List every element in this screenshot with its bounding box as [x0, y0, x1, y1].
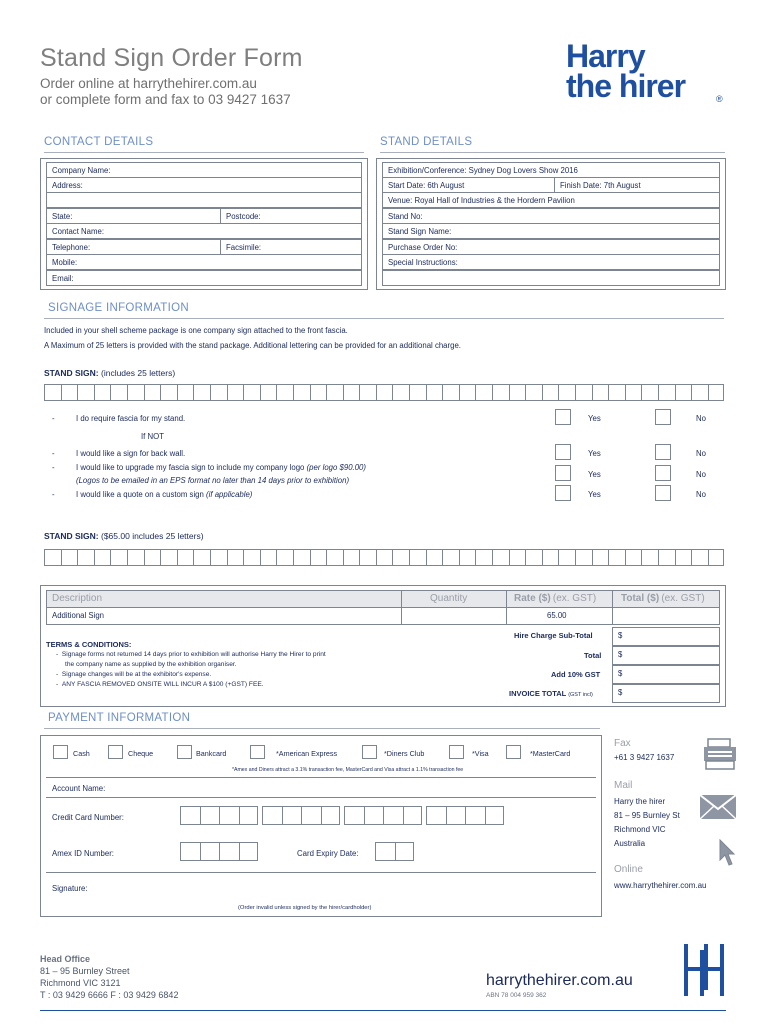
- back-wall-question: I would like a sign for back wall.: [76, 449, 186, 458]
- custom-sign-yes-checkbox[interactable]: [555, 485, 571, 501]
- letter-box[interactable]: [177, 384, 194, 401]
- no-label: No: [696, 414, 706, 423]
- letter-box[interactable]: [592, 549, 609, 566]
- mobile-field[interactable]: Mobile:: [46, 254, 362, 270]
- letter-box[interactable]: [542, 549, 559, 566]
- mail-line-1: Harry the hirer: [614, 797, 666, 806]
- letter-box[interactable]: [409, 549, 426, 566]
- visa-checkbox[interactable]: [449, 745, 464, 759]
- letter-box[interactable]: [160, 549, 177, 566]
- letter-box[interactable]: [475, 549, 492, 566]
- letter-box[interactable]: [575, 549, 592, 566]
- letter-box[interactable]: [77, 549, 94, 566]
- letter-box[interactable]: [210, 549, 227, 566]
- mail-line-4: Australia: [614, 839, 646, 848]
- divider: [44, 318, 724, 319]
- letter-box[interactable]: [459, 549, 476, 566]
- facsimile-field[interactable]: Facsimile:: [220, 239, 362, 255]
- letter-box[interactable]: [359, 549, 376, 566]
- letter-box[interactable]: [243, 384, 260, 401]
- diners-checkbox[interactable]: [362, 745, 377, 759]
- letter-box[interactable]: [160, 384, 177, 401]
- description-header: Description: [46, 590, 402, 608]
- letter-box[interactable]: [625, 549, 642, 566]
- letter-box[interactable]: [227, 549, 244, 566]
- head-office-address-1: 81 – 95 Burnley Street: [40, 966, 130, 976]
- letter-box[interactable]: [426, 384, 443, 401]
- letter-box[interactable]: [260, 549, 277, 566]
- letter-box[interactable]: [708, 549, 725, 566]
- letter-box[interactable]: [525, 384, 542, 401]
- if-not-label: If NOT: [141, 432, 164, 441]
- special-instructions-field-line2[interactable]: [382, 270, 720, 286]
- additional-sign-total-field[interactable]: [612, 607, 720, 625]
- cash-checkbox[interactable]: [53, 745, 68, 759]
- letter-box[interactable]: [210, 384, 227, 401]
- cash-label: Cash: [73, 749, 90, 758]
- cheque-checkbox[interactable]: [108, 745, 123, 759]
- purchase-order-field[interactable]: Purchase Order No:: [382, 239, 720, 255]
- letter-box[interactable]: [625, 384, 642, 401]
- letter-box[interactable]: [326, 549, 343, 566]
- letter-box[interactable]: [144, 384, 161, 401]
- back-wall-no-checkbox[interactable]: [655, 444, 671, 460]
- letter-box[interactable]: [110, 384, 127, 401]
- mail-line-3: Richmond VIC: [614, 825, 666, 834]
- mail-heading: Mail: [614, 780, 633, 791]
- head-office-phone: T : 03 9429 6666 F : 03 9429 6842: [40, 990, 179, 1000]
- letter-box[interactable]: [392, 384, 409, 401]
- exhibition-field: Exhibition/Conference: Sydney Dog Lovers Show 2016: [382, 162, 720, 178]
- postcode-field[interactable]: Postcode:: [220, 208, 362, 224]
- no-label: No: [696, 470, 706, 479]
- quantity-header: Quantity: [401, 590, 507, 608]
- letter-box[interactable]: [442, 384, 459, 401]
- divider: [46, 777, 596, 778]
- additional-sign-rate: 65.00: [506, 607, 613, 625]
- letter-box[interactable]: [359, 384, 376, 401]
- transaction-fee-note: *Amex and Diners attract a 3.1% transaction fee, MasterCard and Visa attract a 1.1% transaction fee: [232, 767, 464, 773]
- signature-note: (Order invalid unless signed by the hirer/cardholder): [238, 905, 372, 911]
- harry-the-hirer-logo: Harry the hirer ®: [566, 38, 723, 104]
- logo-upgrade-question: I would like to upgrade my fascia sign to include my company logo (per logo $90.00): [76, 463, 366, 472]
- envelope-icon: [699, 794, 737, 822]
- visa-label: *Visa: [472, 749, 489, 758]
- subtotal-label: Hire Charge Sub-Total: [514, 631, 593, 640]
- letter-box[interactable]: [641, 549, 658, 566]
- total-field[interactable]: $: [612, 646, 720, 665]
- letter-box[interactable]: [442, 549, 459, 566]
- letter-box[interactable]: [127, 384, 144, 401]
- letter-box[interactable]: [61, 549, 78, 566]
- stand-sign-name-field[interactable]: Stand Sign Name:: [382, 223, 720, 239]
- letter-box[interactable]: [276, 384, 293, 401]
- card-expiry-label: Card Expiry Date:: [297, 849, 359, 858]
- h-monogram-logo: [682, 942, 726, 1000]
- cc-group-1[interactable]: [180, 806, 258, 825]
- finish-date-field: Finish Date: 7th August: [554, 177, 720, 193]
- no-label: No: [696, 490, 706, 499]
- special-instructions-field[interactable]: Special Instructions:: [382, 254, 720, 270]
- address-field-line2[interactable]: [46, 192, 362, 208]
- online-heading: Online: [614, 864, 643, 875]
- letter-box[interactable]: [459, 384, 476, 401]
- back-wall-yes-checkbox[interactable]: [555, 444, 571, 460]
- footer-website: harrythehirer.com.au: [486, 972, 633, 989]
- letter-box[interactable]: [227, 384, 244, 401]
- rate-header: Rate ($) (ex. GST): [506, 590, 613, 608]
- letter-box[interactable]: [94, 384, 111, 401]
- terms-item-1: - Signage forms not returned 14 days prior to exhibition will authorise Harry the Hirer to print: [56, 651, 326, 658]
- letter-box[interactable]: [392, 549, 409, 566]
- start-date-field: Start Date: 6th August: [382, 177, 555, 193]
- letter-box[interactable]: [691, 384, 708, 401]
- letter-box[interactable]: [310, 549, 327, 566]
- amex-id-boxes[interactable]: [180, 842, 258, 861]
- letter-box[interactable]: [542, 384, 559, 401]
- signage-info-1: Included in your shell scheme package is one company sign attached to the front fascia.: [44, 326, 348, 335]
- diners-label: *Diners Club: [384, 749, 425, 758]
- divider: [380, 152, 725, 153]
- subtitle-fax: or complete form and fax to 03 9427 1637: [40, 92, 291, 107]
- letter-box[interactable]: [525, 549, 542, 566]
- divider: [44, 152, 364, 153]
- letter-box[interactable]: [110, 549, 127, 566]
- footer-abn: ABN 78 004 959 362: [486, 992, 547, 999]
- bullet-dash: -: [52, 449, 55, 458]
- logo-yes-checkbox[interactable]: [555, 465, 571, 481]
- letter-box[interactable]: [608, 384, 625, 401]
- card-expiry-boxes[interactable]: [375, 842, 414, 861]
- divider: [44, 728, 600, 729]
- cc-group-2[interactable]: [262, 806, 340, 825]
- additional-sign-quantity-field[interactable]: [401, 607, 507, 625]
- venue-field: Venue: Royal Hall of Industries & the Hordern Pavilion: [382, 192, 720, 208]
- signature-label: Signature:: [52, 884, 88, 893]
- fascia-no-checkbox[interactable]: [655, 409, 671, 425]
- mastercard-checkbox[interactable]: [506, 745, 521, 759]
- fax-heading: Fax: [614, 738, 631, 749]
- letter-box[interactable]: [608, 549, 625, 566]
- telephone-field[interactable]: Telephone:: [46, 239, 221, 255]
- letter-box[interactable]: [310, 384, 327, 401]
- bullet-dash: -: [52, 414, 55, 423]
- letter-box[interactable]: [293, 549, 310, 566]
- letter-box[interactable]: [293, 384, 310, 401]
- signage-info-2: A Maximum of 25 letters is provided with the stand package. Additional lettering can be provided for an additional charge.: [44, 341, 461, 350]
- head-office-address-2: Richmond VIC 3121: [40, 978, 121, 988]
- signage-information-title: SIGNAGE INFORMATION: [48, 302, 189, 314]
- credit-card-number-label: Credit Card Number:: [52, 813, 124, 822]
- stand-sign-heading: STAND SIGN: (includes 25 letters): [44, 368, 176, 378]
- subtotal-field[interactable]: $: [612, 627, 720, 646]
- online-url[interactable]: www.harrythehirer.com.au: [614, 881, 707, 890]
- letter-box[interactable]: [376, 549, 393, 566]
- cc-group-4[interactable]: [426, 806, 504, 825]
- letter-box[interactable]: [343, 384, 360, 401]
- yes-label: Yes: [588, 449, 601, 458]
- divider: [46, 872, 596, 873]
- amex-label: *American Express: [276, 749, 338, 758]
- letter-box[interactable]: [409, 384, 426, 401]
- letter-box[interactable]: [260, 384, 277, 401]
- terms-title: TERMS & CONDITIONS:: [46, 640, 132, 649]
- yes-label: Yes: [588, 490, 601, 499]
- letter-box[interactable]: [675, 549, 692, 566]
- account-name-input[interactable]: [130, 779, 595, 797]
- letter-box[interactable]: [558, 549, 575, 566]
- letter-box[interactable]: [276, 549, 293, 566]
- letter-box[interactable]: [509, 384, 526, 401]
- fascia-yes-checkbox[interactable]: [555, 409, 571, 425]
- logo-upgrade-note: (Logos to be emailed in an EPS format no later than 14 days prior to exhibition): [76, 476, 350, 485]
- letter-box[interactable]: [77, 384, 94, 401]
- letter-box[interactable]: [475, 384, 492, 401]
- bankcard-checkbox[interactable]: [177, 745, 192, 759]
- invoice-total-label: INVOICE TOTAL (GST incl): [509, 689, 593, 698]
- custom-sign-question: I would like a quote on a custom sign (if applicable): [76, 490, 253, 499]
- mail-line-2: 81 – 95 Burnley St: [614, 811, 680, 820]
- terms-item-2: - Signage changes will be at the exhibitor's expense.: [56, 671, 212, 678]
- letter-box[interactable]: [326, 384, 343, 401]
- subtitle-online: Order online at harrythehirer.com.au: [40, 76, 257, 91]
- letter-box[interactable]: [144, 549, 161, 566]
- letter-box[interactable]: [675, 384, 692, 401]
- letter-box[interactable]: [94, 549, 111, 566]
- page-title: Stand Sign Order Form: [40, 44, 303, 72]
- head-office-title: Head Office: [40, 954, 91, 964]
- invoice-total-field[interactable]: $: [612, 684, 720, 703]
- gst-label: Add 10% GST: [551, 670, 601, 679]
- stand-details-title: STAND DETAILS: [380, 136, 473, 148]
- letter-box[interactable]: [343, 549, 360, 566]
- fax-machine-icon: [702, 737, 738, 773]
- bullet-dash: -: [52, 463, 55, 472]
- account-name-label: Account Name:: [52, 784, 106, 793]
- credit-card-number-boxes[interactable]: [180, 806, 504, 825]
- no-label: No: [696, 449, 706, 458]
- total-label: Total: [584, 651, 602, 660]
- letter-box[interactable]: [426, 549, 443, 566]
- payment-information-title: PAYMENT INFORMATION: [48, 712, 191, 724]
- letter-box[interactable]: [708, 384, 725, 401]
- letter-box[interactable]: [658, 384, 675, 401]
- letter-box[interactable]: [193, 549, 210, 566]
- letter-box[interactable]: [127, 549, 144, 566]
- stand-no-field[interactable]: Stand No:: [382, 208, 720, 224]
- letter-box[interactable]: [177, 549, 194, 566]
- letter-box[interactable]: [641, 384, 658, 401]
- amex-checkbox[interactable]: [250, 745, 265, 759]
- bullet-dash: -: [52, 490, 55, 499]
- letter-box[interactable]: [44, 384, 61, 401]
- cc-group-3[interactable]: [344, 806, 422, 825]
- letter-box[interactable]: [492, 549, 509, 566]
- letter-box[interactable]: [592, 384, 609, 401]
- letter-box[interactable]: [193, 384, 210, 401]
- letter-box[interactable]: [691, 549, 708, 566]
- company-name-field[interactable]: Company Name:: [46, 162, 362, 178]
- contact-details-title: CONTACT DETAILS: [44, 136, 154, 148]
- stand-sign-letter-boxes[interactable]: [44, 384, 724, 401]
- letter-box[interactable]: [492, 384, 509, 401]
- additional-sign-letter-boxes[interactable]: [44, 549, 724, 566]
- logo-no-checkbox[interactable]: [655, 465, 671, 481]
- yes-label: Yes: [588, 414, 601, 423]
- email-field[interactable]: Email:: [46, 270, 362, 286]
- letter-box[interactable]: [509, 549, 526, 566]
- letter-box[interactable]: [376, 384, 393, 401]
- divider: [46, 797, 596, 798]
- state-field[interactable]: State:: [46, 208, 221, 224]
- amex-id-label: Amex ID Number:: [52, 849, 114, 858]
- letter-box[interactable]: [61, 384, 78, 401]
- terms-item-3: - ANY FASCIA REMOVED ONSITE WILL INCUR A $100 (+GST) FEE.: [56, 681, 264, 688]
- contact-name-field[interactable]: Contact Name:: [46, 223, 362, 239]
- fax-number: +61 3 9427 1637: [614, 753, 675, 762]
- cheque-label: Cheque: [128, 749, 154, 758]
- signature-input[interactable]: [110, 876, 595, 900]
- footer-rule: [40, 1010, 726, 1011]
- terms-item-1b: the company name as supplied by the exhibition organiser.: [65, 661, 237, 668]
- letter-box[interactable]: [243, 549, 260, 566]
- additional-sign-row-desc: Additional Sign: [46, 607, 402, 625]
- custom-sign-no-checkbox[interactable]: [655, 485, 671, 501]
- bankcard-label: Bankcard: [196, 749, 227, 758]
- letter-box[interactable]: [575, 384, 592, 401]
- gst-field[interactable]: $: [612, 665, 720, 684]
- letter-box[interactable]: [558, 384, 575, 401]
- letter-box[interactable]: [44, 549, 61, 566]
- fascia-question: I do require fascia for my stand.: [76, 414, 186, 423]
- total-header: Total ($) (ex. GST): [612, 590, 720, 608]
- yes-label: Yes: [588, 470, 601, 479]
- letter-box[interactable]: [658, 549, 675, 566]
- address-field[interactable]: Address:: [46, 177, 362, 193]
- additional-stand-sign-heading: STAND SIGN: ($65.00 includes 25 letters): [44, 531, 204, 541]
- mastercard-label: *MasterCard: [530, 749, 571, 758]
- cursor-arrow-icon: [718, 838, 736, 870]
